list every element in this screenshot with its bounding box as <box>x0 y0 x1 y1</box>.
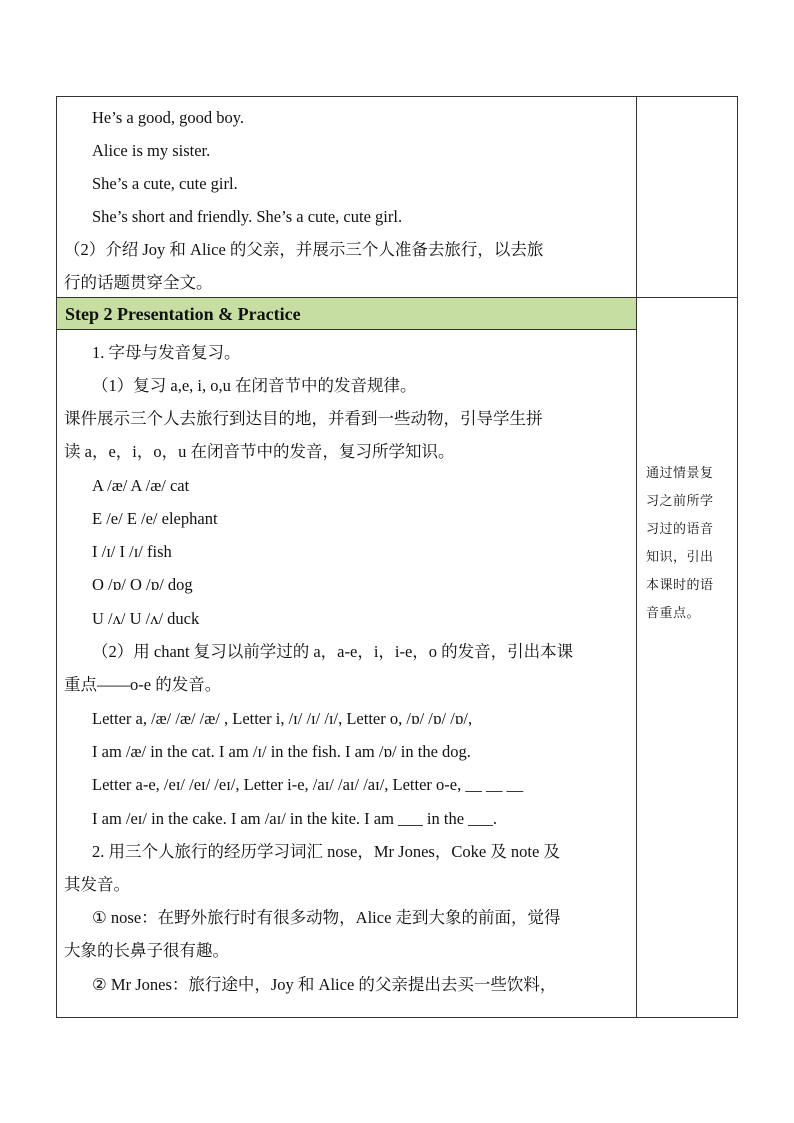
note-line-4: 知识，引出 <box>646 550 714 565</box>
step2-line-20: ② Mr Jones：旅行途中，Joy 和 Alice 的父亲提出去买一些饮料， <box>92 975 557 994</box>
step2-line-16: 2. 用三个人旅行的经历学习词汇 nose，Mr Jones，Coke 及 note 及 <box>92 842 560 861</box>
step2-line-7: I /ɪ/ I /ɪ/ fish <box>92 542 172 561</box>
step2-line-9: U /ʌ/ U /ʌ/ duck <box>92 609 200 628</box>
step2-line-8: O /ɒ/ O /ɒ/ dog <box>92 575 193 594</box>
note-line-3: 习过的语音 <box>646 522 714 537</box>
row1-line-3: She’s a cute, cute girl. <box>92 174 238 193</box>
step2-line-17: 其发音。 <box>64 875 130 894</box>
step2-line-10: （2）用 chant 复习以前学过的 a，a-e，i，i-e，o 的发音，引出本课 <box>92 642 574 661</box>
note-line-2: 习之前所学 <box>646 494 714 509</box>
step2-line-4: 读 a，e，i，o，u 在闭音节中的发音，复习所学知识。 <box>64 442 455 461</box>
step2-title: Step 2 Presentation & Practice <box>65 304 301 324</box>
step2-line-18: ① nose：在野外旅行时有很多动物，Alice 走到大象的前面，觉得 <box>92 908 561 927</box>
step2-line-19: 大象的长鼻子很有趣。 <box>64 941 229 960</box>
row1-line-4: She’s short and friendly. She’s a cute, cute girl. <box>92 207 403 226</box>
step2-line-12: Letter a, /æ/ /æ/ /æ/ , Letter i, /ɪ/ /ɪ/ /ɪ/, Letter o, /ɒ/ /ɒ/ /ɒ/, <box>92 709 473 728</box>
step2-line-13: I am /æ/ in the cat. I am /ɪ/ in the fish. I am /ɒ/ in the dog. <box>92 742 471 761</box>
note-line-1: 通过情景复 <box>646 466 714 481</box>
step2-line-14: Letter a-e, /eɪ/ /eɪ/ /eɪ/, Letter i-e, /aɪ/ /aɪ/ /aɪ/, Letter o-e, __ __ __ <box>92 775 524 794</box>
step2-line-3: 课件展示三个人去旅行到达目的地，并看到一些动物，引导学生拼 <box>64 409 543 428</box>
step2-line-11: 重点——o-e 的发音。 <box>64 675 222 694</box>
column-divider <box>636 96 637 1018</box>
note-line-5: 本课时的语 <box>646 578 714 593</box>
row1-line-6: 行的话题贯穿全文。 <box>64 273 213 292</box>
step2-line-1: 1. 字母与发音复习。 <box>92 343 241 362</box>
step2-line-6: E /e/ E /e/ elephant <box>92 509 218 528</box>
row1-line-5: （2）介绍 Joy 和 Alice 的父亲，并展示三个人准备去旅行，以去旅 <box>64 240 544 259</box>
step2-line-2: （1）复习 a,e, i, o,u 在闭音节中的发音规律。 <box>92 376 417 395</box>
step2-line-5: A /æ/ A /æ/ cat <box>92 476 190 495</box>
step2-note <box>646 460 734 628</box>
step2-header <box>57 298 636 330</box>
step2-line-15: I am /eɪ/ in the cake. I am /aɪ/ in the kite. I am ___ in the ___. <box>92 809 498 828</box>
note-line-6: 音重点。 <box>646 606 701 621</box>
row1-line-2: Alice is my sister. <box>92 141 211 160</box>
row1-line-1: He’s a good, good boy. <box>92 108 244 127</box>
